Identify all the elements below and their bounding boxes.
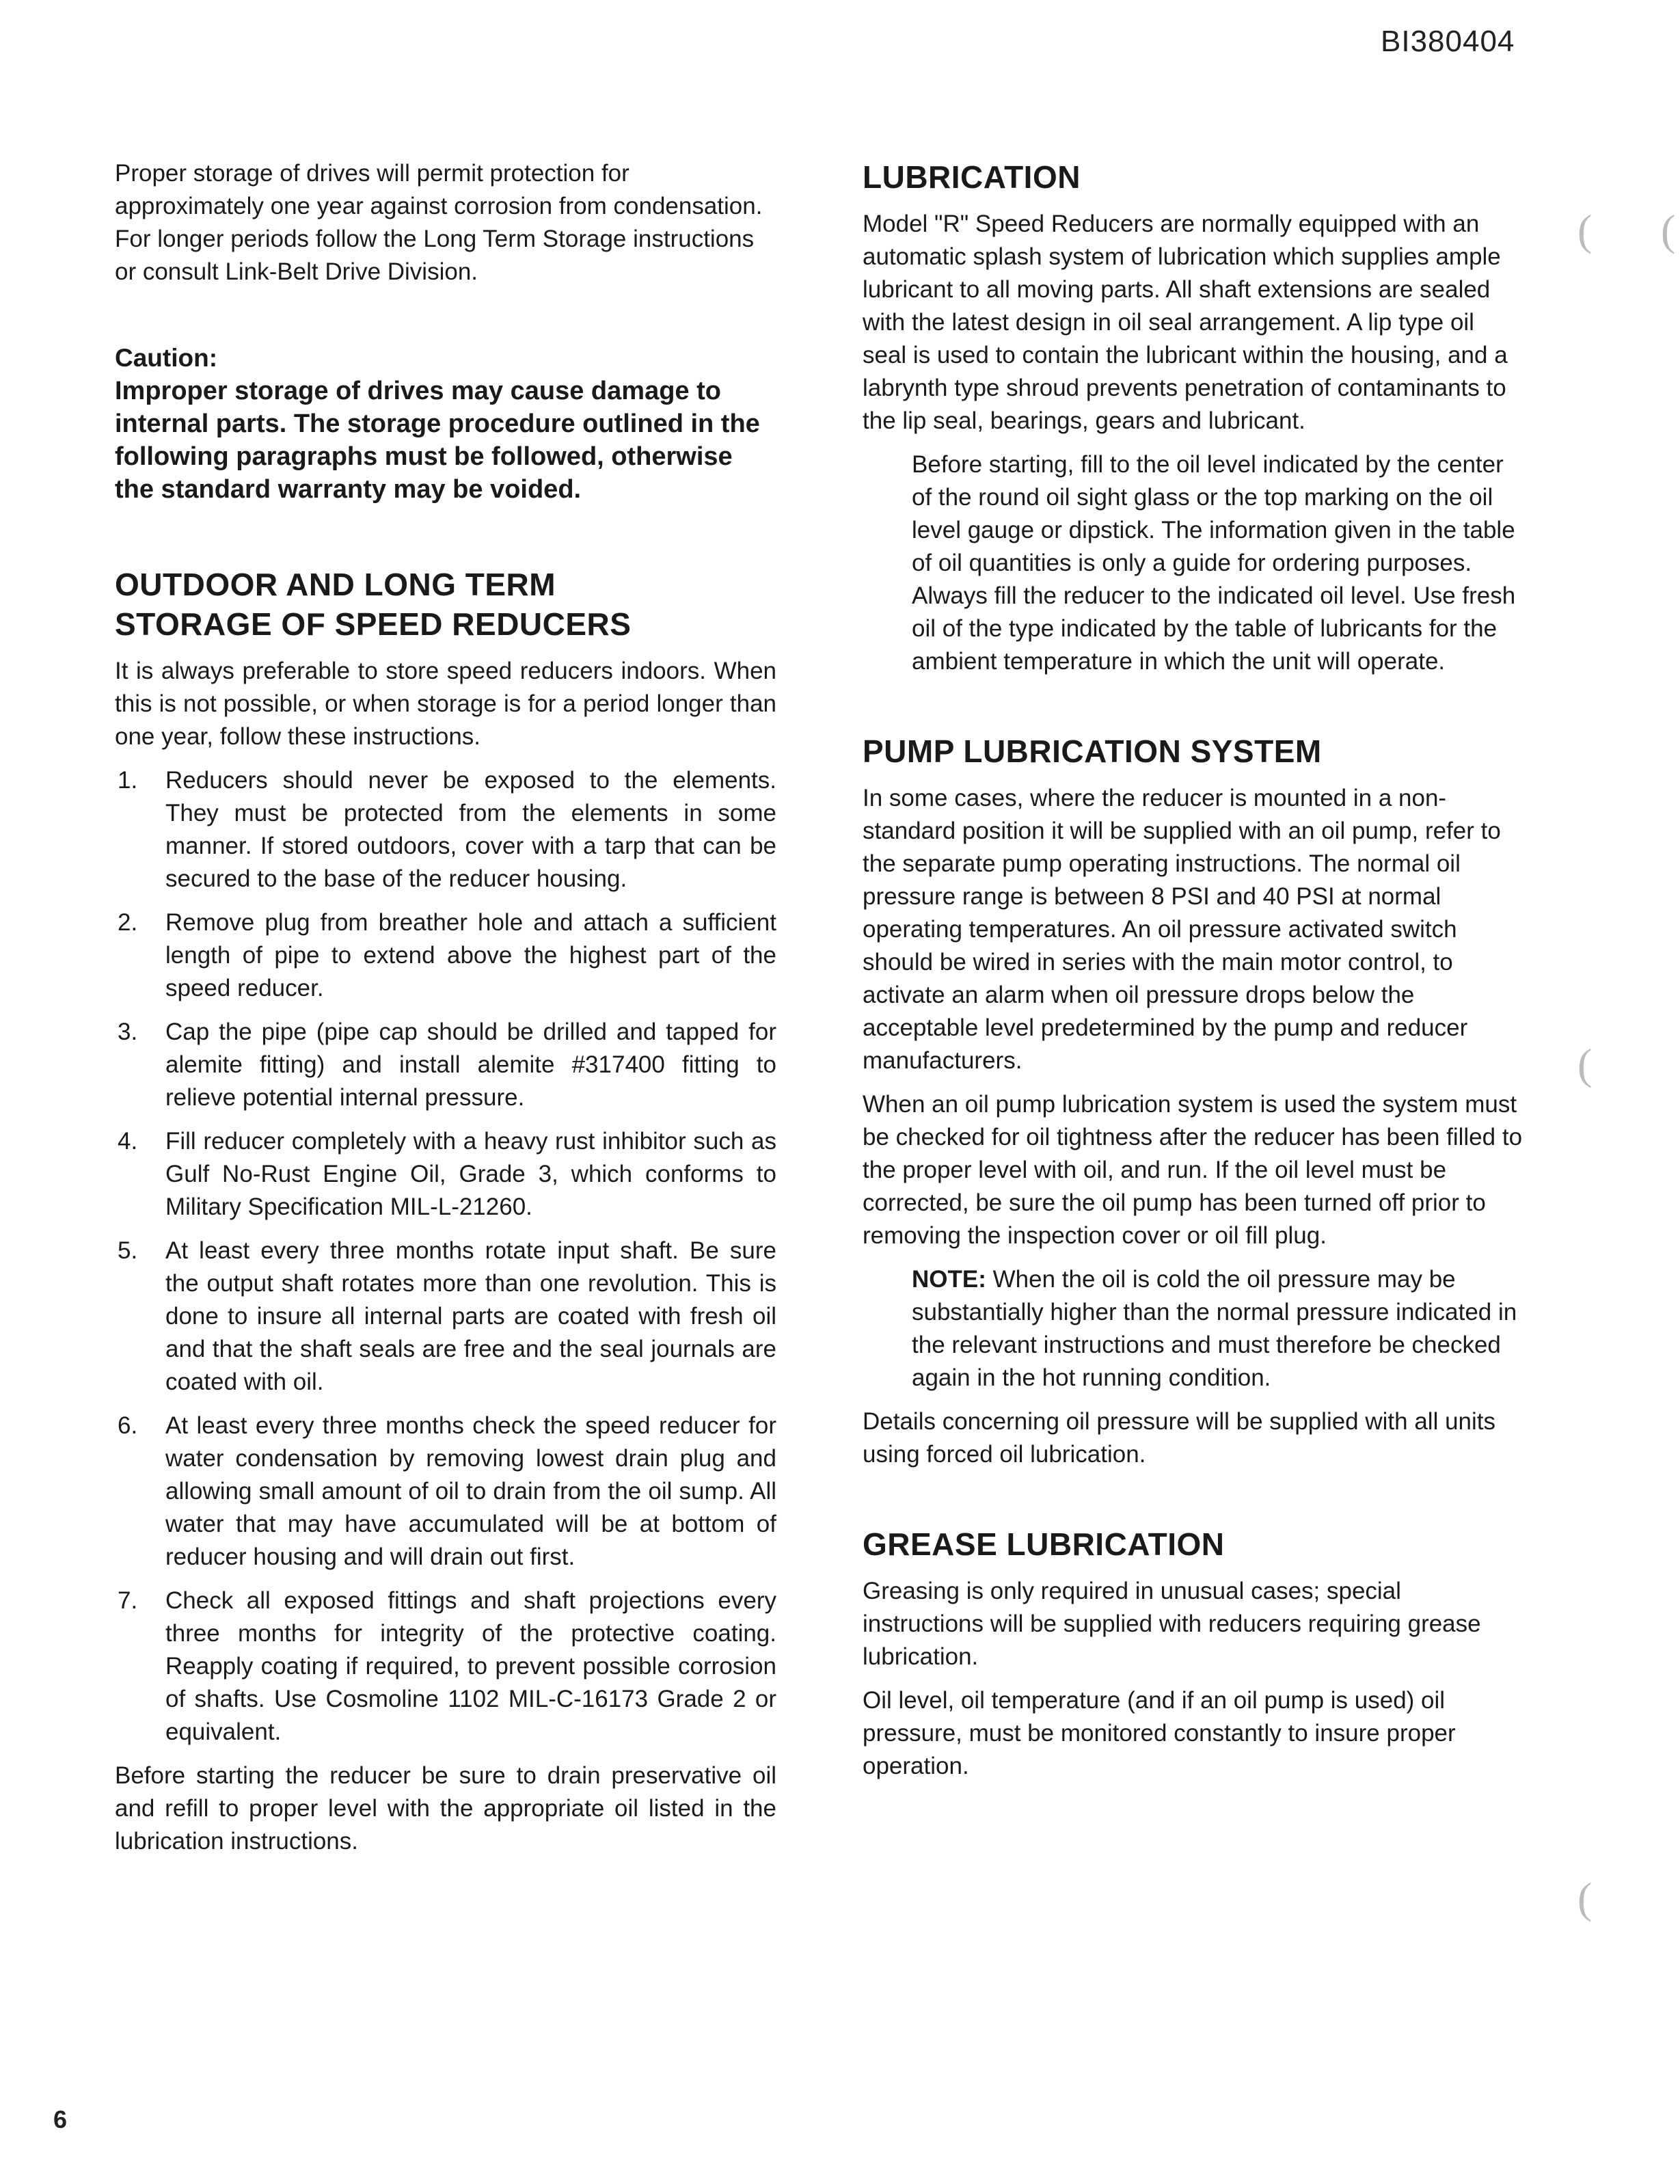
list-item-text: Cap the pipe (pipe cap should be drilled and tapped for alemite fitting) and install alemite #317400 fitting to relieve potential internal pressure. <box>165 1019 776 1111</box>
grease-paragraph-2: Oil level, oil temperature (and if an oil pump is used) oil pressure, must be monitored constantly to insure proper operation. <box>863 1687 1456 1779</box>
document-id: BI380404 <box>1381 25 1515 58</box>
list-item-number: 7. <box>118 1587 138 1614</box>
list-item <box>115 1235 776 1399</box>
list-item-text: Fill reducer completely with a heavy rust inhibitor such as Gulf No-Rust Engine Oil, Grade 3, which conforms to Military Specification MIL-L-21260. <box>165 1128 776 1220</box>
list-item-text: Check all exposed fittings and shaft projections every three months for integrity of the protective coating. Reapply coating if required, to prevent possible corrosion of shafts. Use Cosmoline 1102 MIL-C-16173 Grade 2 or equivalent. <box>165 1587 776 1745</box>
list-item <box>115 906 776 1005</box>
binder-mark: ( <box>1577 1874 1593 1922</box>
binder-mark: ( <box>1577 1040 1593 1088</box>
right-column <box>863 157 1524 1794</box>
list-item-number: 4. <box>118 1128 138 1155</box>
pump-paragraph-1: In some cases, where the reducer is mounted in a non-standard position it will be supplied with an oil pump, refer to the separate pump operating instructions. The normal oil pressure range is between 8 PSI and 40 PSI at normal operating temperatures. An oil pressure activated switch should be wired in series with the main motor control, to activate an alarm when oil pressure drops below the acceptable level predetermined by the pump and reducer manufacturers. <box>863 785 1501 1074</box>
list-item-number: 3. <box>118 1019 138 1045</box>
fill-instructions-paragraph: Before starting, fill to the oil level indicated by the center of the round oil sight glass or the top marking on the oil level gauge or dipstick. The information given in the table of oil quantities is only a guide for ordering purposes. Always fill the reducer to the indicated oil level. Use fresh oil of the type indicated by the table of lubricants for the ambient temperature in which the unit will operate. <box>912 451 1516 675</box>
list-item-text: Reducers should never be exposed to the elements. They must be protected from the elements in some manner. If stored outdoors, cover with a tarp that can be secured to the base of the reducer housing. <box>165 767 776 892</box>
binder-mark: ( <box>1577 206 1593 254</box>
outdoor-heading-line-2: STORAGE OF SPEED REDUCERS <box>115 606 632 642</box>
outdoor-intro-paragraph: It is always preferable to store speed reducers indoors. When this is not possible, or when storage is for a period longer than one year, follow these instructions. <box>115 658 776 750</box>
note-label: NOTE: <box>912 1266 986 1293</box>
note-text: When the oil is cold the oil pressure may be substantially higher than the normal pressure indicated in the relevant instructions and must therefore be checked again in the hot running condition. <box>912 1266 1517 1391</box>
list-item-number: 6. <box>118 1412 138 1439</box>
pump-paragraph-2: When an oil pump lubrication system is used the system must be checked for oil tightness after the reducer has been filled to the proper level with oil, and run. If the oil level must be corrected, be sure the oil pump has been turned off prior to removing the inspection cover or oil fill plug. <box>863 1091 1523 1249</box>
list-item-number: 2. <box>118 909 138 936</box>
lubrication-heading: LUBRICATION <box>863 159 1081 195</box>
list-item-number: 1. <box>118 767 138 794</box>
outdoor-heading-line-1: OUTDOOR AND LONG TERM <box>115 567 556 602</box>
list-item <box>115 1410 776 1574</box>
pump-paragraph-3: Details concerning oil pressure will be supplied with all units using forced oil lubrication. <box>863 1408 1496 1468</box>
storage-steps-list <box>115 764 776 1749</box>
caution-text: Improper storage of drives may cause damage to internal parts. The storage procedure outlined in the following paragraphs must be followed, otherwise the standard warranty may be voided. <box>115 377 760 504</box>
grease-lubrication-heading: GREASE LUBRICATION <box>863 1526 1225 1562</box>
left-column <box>115 157 776 1869</box>
list-item <box>115 1585 776 1749</box>
page-number: 6 <box>53 2105 68 2133</box>
pump-lubrication-heading: PUMP LUBRICATION SYSTEM <box>863 733 1322 769</box>
list-item <box>115 1125 776 1224</box>
list-item-text: At least every three months check the speed reducer for water condensation by removing lowest drain plug and allowing small amount of oil to drain from the oil sump. All water that may have accumulated will be at bottom of reducer housing and will drain out first. <box>165 1412 776 1570</box>
storage-intro-paragraph: Proper storage of drives will permit protection for approximately one year against corrosion from condensation. For longer periods follow the Long Term Storage instructions or consult Link-Belt Drive Division. <box>115 160 763 285</box>
outdoor-storage-heading <box>115 565 776 644</box>
list-item-text: Remove plug from breather hole and attach a sufficient length of pipe to extend above the highest part of the speed reducer. <box>165 909 776 1001</box>
list-item <box>115 1016 776 1114</box>
list-item <box>115 764 776 895</box>
grease-paragraph-1: Greasing is only required in unusual cases; special instructions will be supplied with reducers requiring grease lubrication. <box>863 1578 1481 1670</box>
list-item-text: At least every three months rotate input shaft. Be sure the output shaft rotates more than one revolution. This is done to insure all internal parts are coated with fresh oil and that the shaft seals are free and the seal journals are coated with oil. <box>165 1237 776 1395</box>
before-starting-paragraph: Before starting the reducer be sure to drain preservative oil and refill to proper level with the appropriate oil listed in the lubrication instructions. <box>115 1762 776 1855</box>
list-item-number: 5. <box>118 1237 138 1264</box>
binder-mark: ( <box>1661 206 1676 254</box>
caution-title: Caution: <box>115 344 218 372</box>
lubrication-paragraph: Model "R" Speed Reducers are normally equipped with an automatic splash system of lubrication which supplies ample lubricant to all moving parts. All shaft extensions are sealed with the latest design in oil seal arrangement. A lip type oil seal is used to contain the lubricant within the housing, and a labrynth type shroud prevents penetration of contaminants to the lip seal, bearings, gears and lubricant. <box>863 211 1508 434</box>
note-paragraph <box>912 1263 1524 1394</box>
